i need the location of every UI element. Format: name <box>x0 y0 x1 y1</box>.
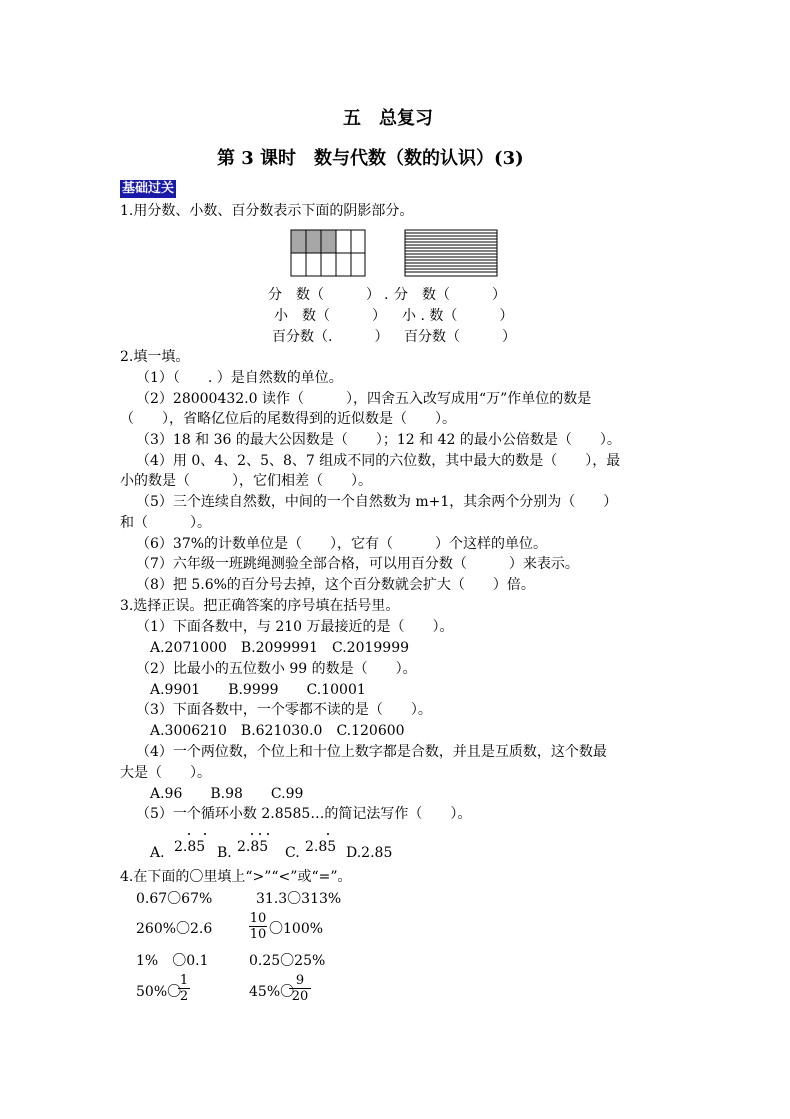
q3-item: （2）比最小的五位数小 99 的数是（ ）。 <box>136 661 417 677</box>
q1-left-decimal: 小 数（ ） <box>274 308 386 324</box>
q1-right-decimal: 小 . 数（ ） <box>402 308 514 324</box>
q2-item: （5）三个连续自然数，中间的一个自然数为 m+1，其余两个分别为（ ） <box>136 494 618 510</box>
q3-item: 大是（ ）。 <box>120 765 211 781</box>
repeat-dot <box>188 833 190 835</box>
q3-item: （5）一个循环小数 2.8585…的简记法写作（ ）。 <box>136 806 472 822</box>
q3-options: A.96 B.98 C.99 <box>150 786 304 802</box>
q4-fraction <box>289 973 311 1004</box>
q4-fraction <box>249 911 267 942</box>
unit-title: 五 总复习 <box>343 108 433 129</box>
repeat-dot <box>259 833 261 835</box>
q3-options: A.3006210 B.621030.0 C.120600 <box>150 723 405 739</box>
q3-option-c-number: 2.85 <box>305 839 337 855</box>
repeat-dot <box>267 833 269 835</box>
q4-compare: 0.67〇67% <box>136 891 213 907</box>
q3-item: （1）下面各数中，与 210 万最接近的是（ ）。 <box>136 619 454 635</box>
lesson-title: 第 3 课时 数与代数（数的认识）(3) <box>217 148 524 169</box>
q4-fraction <box>178 973 190 1004</box>
q1-dot-separator: . <box>384 287 389 303</box>
repeat-dot <box>327 833 329 835</box>
q2-item: 小的数是（ ），它们相差（ ）。 <box>120 473 372 489</box>
q2-item: （4）用 0、4、2、5、8、7 组成不同的六位数，其中最大的数是（ ），最 <box>136 453 621 469</box>
q4-compare: 45%〇 <box>249 984 295 1000</box>
q3-option-a-number: 2.85 <box>174 839 206 855</box>
q1-striped-figure <box>404 229 498 277</box>
q2-item: （ ），省略亿位后的尾数得到的近似数是（ ）。 <box>120 411 456 427</box>
repeat-dot <box>251 833 253 835</box>
fraction-denominator: 2 <box>179 989 189 1004</box>
q3-option-b-label: B. <box>217 845 232 861</box>
q3-option-c-label: C. <box>285 845 300 861</box>
q2-item: 和（ ）。 <box>120 515 211 531</box>
q3-option-a-label: A. <box>150 845 165 861</box>
q4-compare: 50%〇 <box>136 984 182 1000</box>
q1-right-fraction: 分 数（ ） <box>394 287 506 303</box>
q1-grid-figure <box>290 229 366 277</box>
q2-question: 2.填一填。 <box>120 349 190 365</box>
q4-compare: 260%〇2.6 <box>136 921 213 937</box>
q3-item: （4）一个两位数，个位上和十位上数字都是合数，并且是互质数，这个数最 <box>136 744 607 760</box>
fraction-denominator: 20 <box>289 988 311 1004</box>
q3-question: 3.选择正误。把正确答案的序号填在括号里。 <box>120 598 400 614</box>
q2-item: （1）（ . ）是自然数的单位。 <box>136 370 343 386</box>
q3-options: A.2071000 B.2099991 C.2019999 <box>150 640 410 656</box>
repeat-dot <box>204 833 206 835</box>
q1-left-fraction: 分 数（ ） <box>268 287 380 303</box>
fraction-numerator: 10 <box>249 911 267 926</box>
q1-question: 1.用分数、小数、百分数表示下面的阴影部分。 <box>120 203 414 219</box>
q3-options: A.9901 B.9999 C.10001 <box>150 682 366 698</box>
q4-compare: 31.3〇313% <box>256 891 342 907</box>
q4-compare: 〇100% <box>269 921 324 937</box>
q2-item: （6）37%的计数单位是（ ），它有（ ）个这样的单位。 <box>136 536 548 552</box>
q3-option-b-number: 2.85 <box>237 839 269 855</box>
q3-option-d: D.2.85 <box>346 845 393 861</box>
shaded-cells <box>291 230 336 253</box>
q4-compare: 1% 〇0.1 <box>136 953 209 969</box>
q1-right-percent: 百分数（ ） <box>404 329 516 345</box>
q2-item: （2）28000432.0 读作（ ），四舍五入改写成用“万”作单位的数是 <box>136 391 592 407</box>
q2-item: （3）18 和 36 的最大公因数是（ ）；12 和 42 的最小公倍数是（ ）。 <box>136 432 621 448</box>
q3-item: （3）下面各数中，一个零都不读的是（ ）。 <box>136 702 432 718</box>
q4-question: 4.在下面的〇里填上“>”“<”或“=”。 <box>120 869 352 885</box>
q1-left-percent: 百分数（. ） <box>272 329 389 345</box>
fraction-numerator: 9 <box>295 973 305 988</box>
q2-item: （8）把 5.6%的百分号去掉，这个百分数就会扩大（ ）倍。 <box>136 577 535 593</box>
fraction-numerator: 1 <box>179 973 189 988</box>
q2-item: （7）六年级一班跳绳测验全部合格，可以用百分数（ ）来表示。 <box>136 556 579 572</box>
q4-compare: 0.25〇25% <box>249 953 326 969</box>
section-badge: 基础过关 <box>122 181 175 196</box>
fraction-denominator: 10 <box>249 927 267 942</box>
